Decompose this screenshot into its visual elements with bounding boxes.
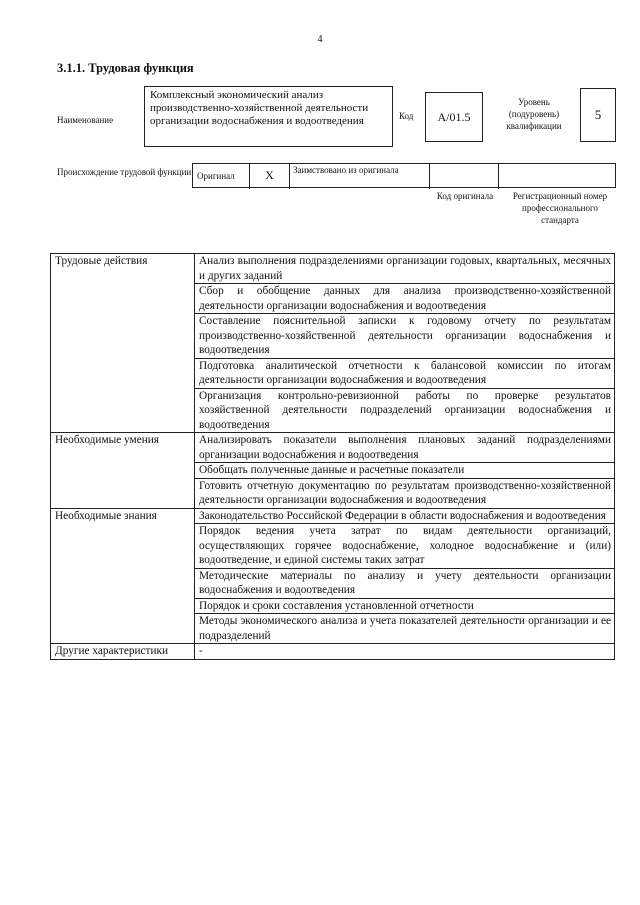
category-cell: Необходимые умения (51, 433, 195, 509)
item-cell: Подготовка аналитической отчетности к балансовой комиссии по итогам деятельности организации водоснабжения и водоотведения (195, 358, 615, 388)
original-cell (193, 164, 250, 189)
category-cell: Трудовые действия (51, 254, 195, 433)
original-label: Оригинал (197, 171, 235, 181)
function-details-table (50, 253, 615, 660)
item-cell: Методические материалы по анализу и учету деятельности организации водоснабжения и водоотведения (195, 568, 615, 598)
table-row (51, 254, 615, 284)
registration-number-cell (499, 164, 615, 189)
item-cell: Анализировать показатели выполнения плановых заданий подразделениями организации водоснабжения и водоотведения (195, 433, 615, 463)
original-mark: X (250, 164, 290, 189)
name-label: Наименование (57, 115, 114, 125)
item-cell: Порядок и сроки составления установленной отчетности (195, 598, 615, 614)
registration-number-caption: Регистрационный номер профессионального стандарта (512, 191, 608, 225)
borrowed-label: Заимствовано из оригинала (290, 164, 430, 189)
section-title: 3.1.1. Трудовая функция (57, 61, 194, 75)
item-cell: Организация контрольно-ревизионной работы по проверке результатов хозяйственной деятельности подразделений организации водоснабжения и водоотведения (195, 388, 615, 433)
category-cell: Необходимые знания (51, 508, 195, 644)
item-cell: Законодательство Российской Федерации в области водоснабжения и водоотведения (195, 508, 615, 524)
item-cell: Методы экономического анализа и учета показателей деятельности организации и ее подразделений (195, 614, 615, 644)
item-cell: Анализ выполнения подразделениями организации годовых, квартальных, месячных и других заданий (195, 254, 615, 284)
item-cell: Обобщать полученные данные и расчетные показатели (195, 463, 615, 479)
item-cell: - (195, 644, 615, 660)
qualification-level-label: Уровень (подуровень) квалификации (506, 97, 562, 131)
original-code-caption: Код оригинала (436, 191, 494, 201)
table-row (51, 433, 615, 463)
origin-row (192, 163, 616, 188)
item-cell: Составление пояснительной записки к годовому отчету по результатам производственно-хозяйственной деятельности организации водоснабжения и водоотведения (195, 314, 615, 359)
table-row (51, 508, 615, 524)
item-cell: Готовить отчетную документацию по результатам производственно-хозяйственной деятельности организации водоснабжения и водоотведения (195, 478, 615, 508)
function-name-box: Комплексный экономический анализ производственно-хозяйственной деятельности организации водоснабжения и водоотведения (144, 86, 393, 147)
original-code-cell (430, 164, 499, 189)
category-cell: Другие характеристики (51, 644, 195, 660)
item-cell: Порядок ведения учета затрат по видам деятельности организаций, осуществляющих горячее водоснабжение, холодное водоснабжение и (или) водоотведение, и единой системы таких затрат (195, 524, 615, 569)
page-number: 4 (317, 34, 323, 45)
table-row (51, 644, 615, 660)
code-label: Код (399, 111, 414, 121)
item-cell: Сбор и обобщение данных для анализа производственно-хозяйственной деятельности организации водоснабжения и водоотведения (195, 284, 615, 314)
origin-label: Происхождение трудовой функции (57, 167, 192, 177)
code-value-box: A/01.5 (425, 92, 483, 142)
qualification-level-box: 5 (580, 88, 616, 142)
